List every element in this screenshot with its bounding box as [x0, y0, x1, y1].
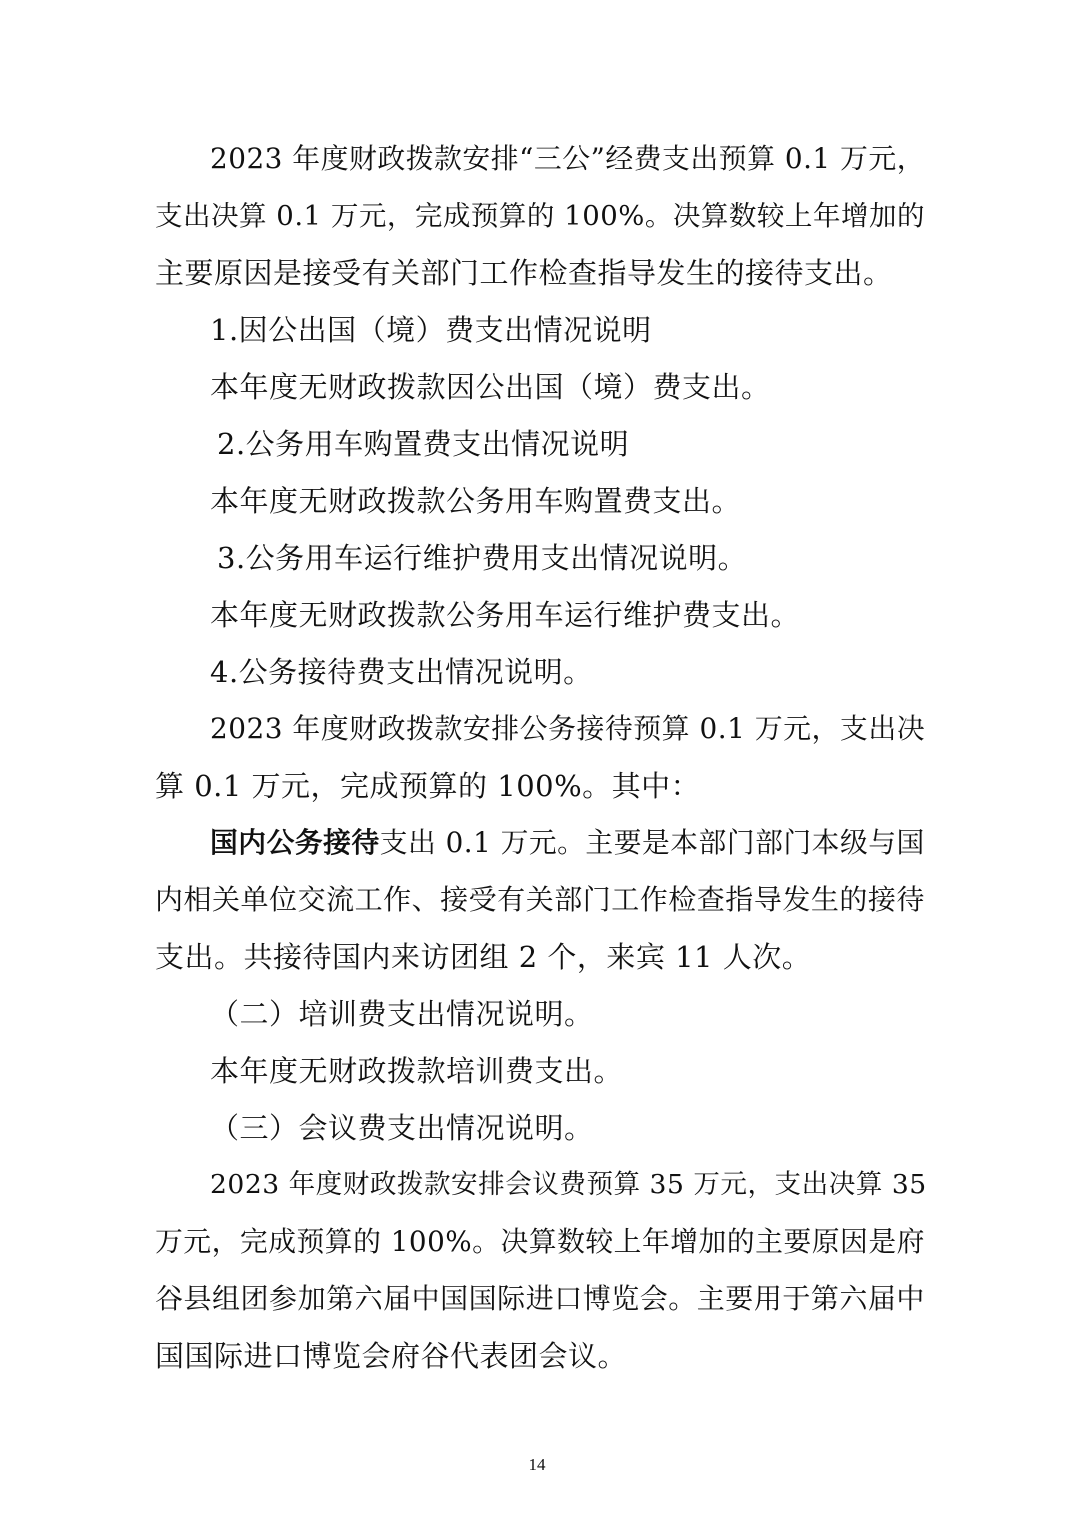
paragraph-line: 主要原因是接受有关部门工作检查指导发生的接待支出。	[155, 256, 893, 290]
paragraph-line: 内相关单位交流工作、接受有关部门工作检查指导发生的接待	[155, 883, 925, 916]
paragraph-line: 2023 年度财政拨款安排“三公”经费支出预算 0.1 万元，	[210, 142, 926, 175]
section-heading: 4.公务接待费支出情况说明。	[210, 655, 593, 689]
section-heading: 3.公务用车运行维护费用支出情况说明。	[217, 541, 748, 575]
paragraph-line: 2023 年度财政拨款安排公务接待预算 0.1 万元，支出决	[210, 712, 926, 745]
page-number: 14	[528, 1455, 546, 1474]
section-heading: （三）会议费支出情况说明。	[210, 1111, 594, 1145]
paragraph-line: 支出。共接待国内来访团组 2 个，来宾 11 人次。	[155, 940, 812, 974]
paragraph-line: 2023 年度财政拨款安排会议费预算 35 万元，支出决算 35	[210, 1169, 927, 1200]
paragraph-line: 本年度无财政拨款公务用车购置费支出。	[210, 484, 742, 518]
paragraph-line: 本年度无财政拨款因公出国（境）费支出。	[210, 370, 771, 404]
paragraph-line: 支出决算 0.1 万元，完成预算的 100%。决算数较上年增加的	[155, 200, 926, 232]
section-heading: （二）培训费支出情况说明。	[210, 997, 594, 1031]
bold-term: 国内公务接待	[210, 826, 380, 859]
section-heading: 2.公务用车购置费支出情况说明	[217, 427, 630, 461]
paragraph-line: 国国际进口博览会府谷代表团会议。	[155, 1339, 628, 1373]
section-heading: 1.因公出国（境）费支出情况说明	[210, 313, 652, 347]
paragraph-line: 算 0.1 万元，完成预算的 100%。其中：	[155, 769, 701, 803]
paragraph-text: 支出 0.1 万元。主要是本部门部门本级与国	[379, 826, 925, 859]
paragraph-line: 本年度无财政拨款公务用车运行维护费支出。	[210, 598, 801, 632]
paragraph-line: 万元，完成预算的 100%。决算数较上年增加的主要原因是府	[155, 1225, 925, 1258]
paragraph-line: 本年度无财政拨款培训费支出。	[210, 1054, 624, 1088]
paragraph-line	[210, 826, 925, 860]
paragraph-line: 谷县组团参加第六届中国国际进口博览会。主要用于第六届中	[155, 1282, 925, 1315]
